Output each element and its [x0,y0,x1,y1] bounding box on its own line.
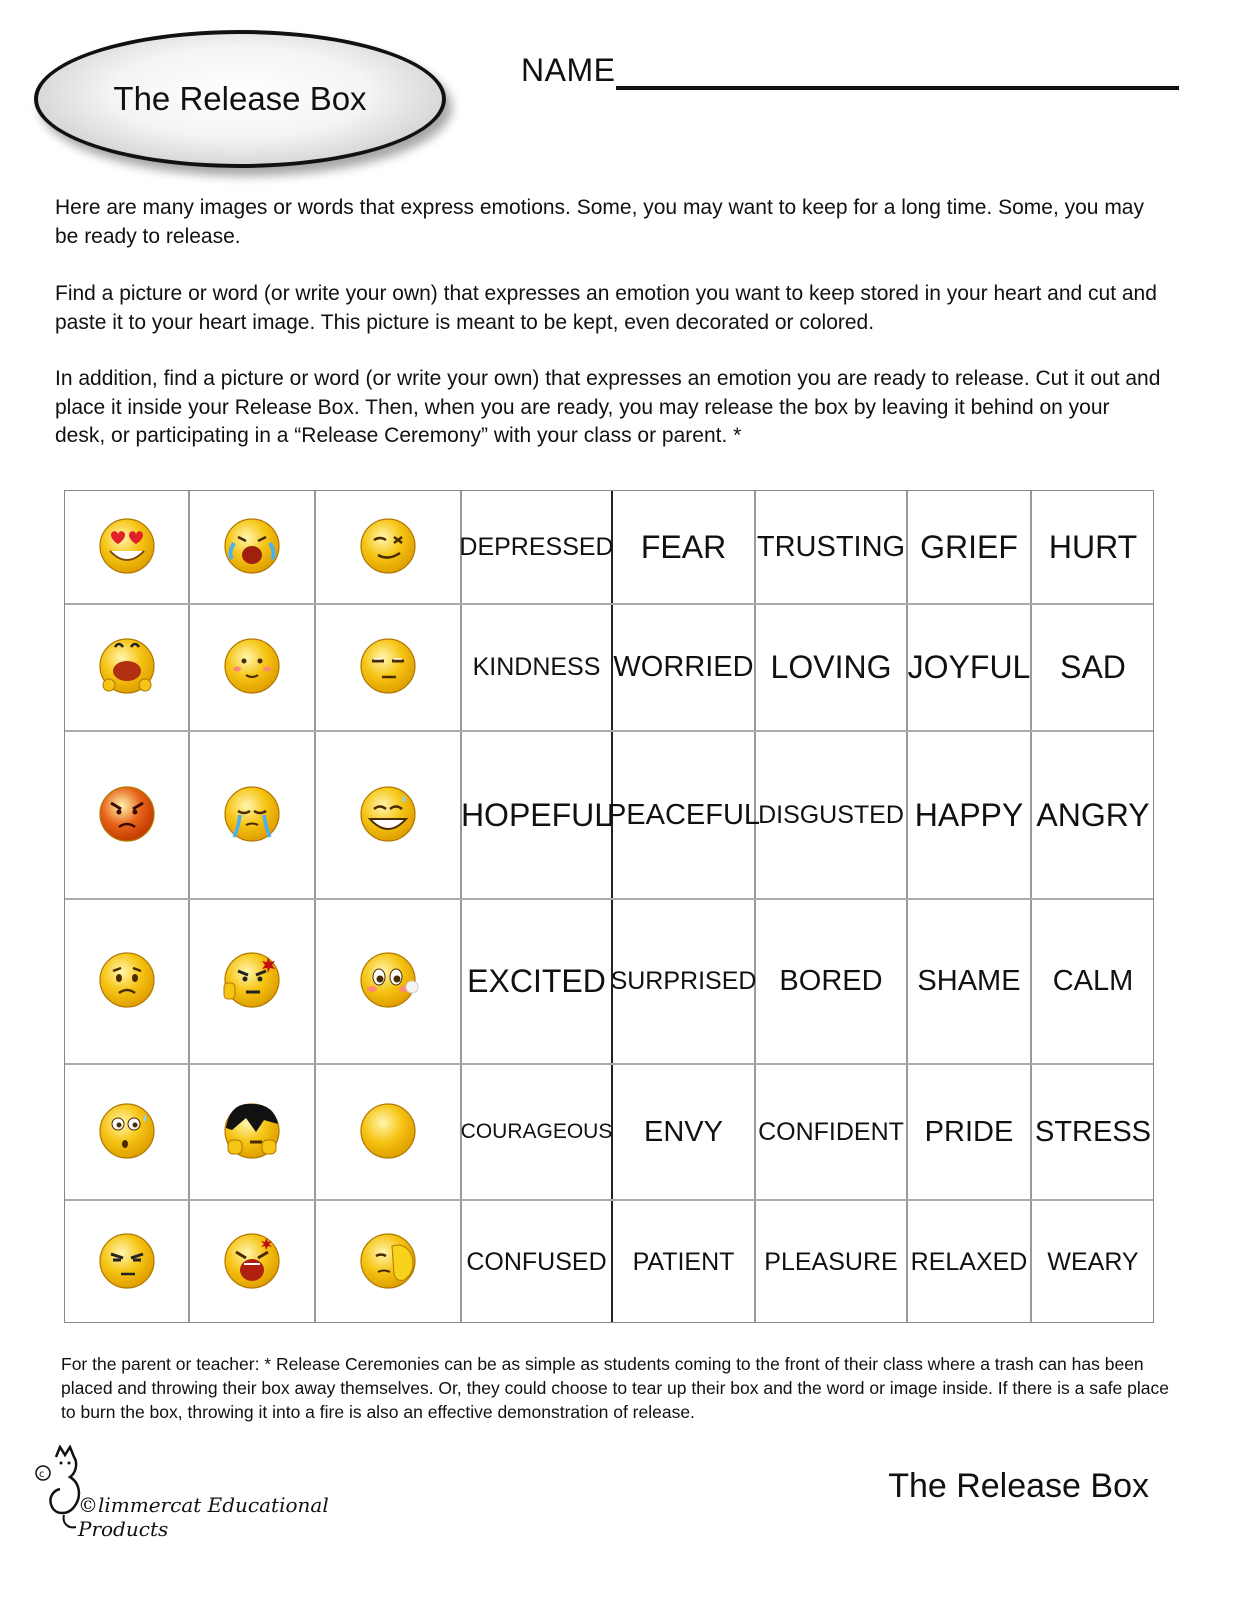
crying-loudly-face-icon [220,513,284,582]
emotion-word: CONFUSED [466,1247,607,1276]
emotion-word-cell[interactable] [907,1200,1031,1324]
emoji-cell[interactable] [65,604,189,731]
emotion-word: WORRIED [613,651,754,683]
emotion-word-cell[interactable] [755,1064,907,1200]
emoji-cell[interactable] [189,491,315,604]
emoji-cell[interactable] [315,491,461,604]
sobbing-face-icon [220,781,284,850]
unamused-face-icon [356,633,420,702]
emoji-cell[interactable] [65,491,189,604]
emotion-word: EXCITED [467,963,606,999]
plain-circle-face-icon [356,1098,420,1167]
screaming-face-icon [220,1228,284,1297]
emotion-word: RELAXED [910,1247,1028,1276]
emotion-word-cell[interactable] [461,1200,612,1324]
emotion-word-cell[interactable] [461,899,612,1064]
parent-teacher-note: For the parent or teacher: * Release Ceremonies can be as simple as students coming to the front of their class where a trash can has been placed and throwing their box away themselves. Or, they could choose to tear up their box and the word or image inside. If there is a safe place to burn the box, throwing it into a fire is also an effective demonstration of release. [61,1354,1169,1422]
emotion-word: SHAME [917,965,1021,997]
emotion-word-cell[interactable] [612,899,755,1064]
emoji-cell[interactable] [315,1064,461,1200]
emotion-word: LOVING [770,649,892,685]
svg-text:c: c [39,1469,45,1480]
emotion-word-cell[interactable] [755,1200,907,1324]
heart-eyes-face-icon [95,513,159,582]
emotion-word-cell[interactable] [755,604,907,731]
emotion-word: HURT [1048,529,1138,565]
sad-worried-face-icon [95,947,159,1016]
emotion-word-cell[interactable] [461,1064,612,1200]
emoji-cell[interactable] [65,1200,189,1324]
emoji-cell[interactable] [189,604,315,731]
emotion-word: BORED [779,965,883,997]
emoji-cell[interactable] [315,1200,461,1324]
blushing-face-icon [220,633,284,702]
winking-face-icon [356,513,420,582]
emoji-cell[interactable] [65,899,189,1064]
emotion-word: SAD [1060,649,1126,685]
hair-covering-face-icon [220,1098,284,1167]
sighing-face-icon [356,947,420,1016]
footer-page-title: The Release Box [888,1467,1149,1505]
emotion-grid [64,490,1154,1323]
emotion-word-cell[interactable] [461,604,612,731]
emotion-word-cell[interactable] [612,1200,755,1324]
emotion-word-cell[interactable] [1031,604,1155,731]
emotion-word-cell[interactable] [907,899,1031,1064]
emoji-cell[interactable] [315,604,461,731]
grinning-sweat-face-icon [356,781,420,850]
facepalm-face-icon [356,1228,420,1297]
emoji-cell[interactable] [315,899,461,1064]
emotion-word-cell[interactable] [907,1064,1031,1200]
emoji-cell[interactable] [315,731,461,899]
name-label: NAME [521,52,616,88]
shouting-fists-face-icon [95,633,159,702]
instruction-paragraph-3: In addition, find a picture or word (or write your own) that expresses an emotion you are ready to release. Cut it out and place it inside your Release Box. Then, when you are ready, you may release the box by leaving it behind on your desk, or participating in a “Release Ceremony” with your class or parent. * [55,367,1161,447]
emotion-word-cell[interactable] [907,604,1031,731]
emotion-word: STRESS [1034,1115,1152,1148]
emotion-word-cell[interactable] [755,731,907,899]
emotion-word-cell[interactable] [1031,1064,1155,1200]
emotion-word-cell[interactable] [755,899,907,1064]
emotion-word-cell[interactable] [907,491,1031,604]
emotion-word-cell[interactable] [907,731,1031,899]
brand-name: ©limmercat Educational Products [78,1493,329,1541]
emotion-word: PATIENT [632,1247,735,1276]
emotion-word-cell[interactable] [1031,731,1155,899]
emotion-word: FEAR [640,529,727,565]
thumbs-up-annoyed-face-icon [220,947,284,1016]
emotion-word: PEACEFUL [606,798,761,831]
emotion-word: KINDNESS [472,653,601,681]
emotion-word-cell[interactable] [1031,1200,1155,1324]
emotion-word: SURPRISED [610,967,757,995]
emotion-word-cell[interactable] [1031,491,1155,604]
emotion-word-cell[interactable] [612,491,755,604]
emotion-word: PLEASURE [764,1247,898,1276]
emotion-word: JOYFUL [907,649,1031,685]
emotion-word: GRIEF [920,529,1018,565]
emotion-word: PRIDE [924,1115,1014,1148]
instruction-paragraph-1: Here are many images or words that express emotions. Some, you may want to keep for a long time. Some, you may be ready to release. [55,196,1144,248]
emotion-word: COURAGEOUS [460,1120,613,1143]
emotion-word: ENVY [644,1115,723,1148]
emotion-word-cell[interactable] [461,731,612,899]
emotion-word-cell[interactable] [612,604,755,731]
emotion-word: HAPPY [914,796,1024,833]
emoji-cell[interactable] [189,899,315,1064]
emoji-cell[interactable] [189,731,315,899]
emotion-word-cell[interactable] [461,491,612,604]
annoyed-face-icon [95,1228,159,1297]
emotion-word: ANGRY [1036,796,1150,833]
emoji-cell[interactable] [189,1200,315,1324]
brand-logo [34,1445,344,1541]
emoji-cell[interactable] [65,731,189,899]
emotion-word: CALM [1052,965,1134,997]
emotion-word-cell[interactable] [1031,899,1155,1064]
emotion-word: DEPRESSED [459,533,614,561]
title-oval [34,30,446,168]
emotion-word: TRUSTING [756,531,906,563]
emotion-word-cell[interactable] [612,1064,755,1200]
emoji-cell[interactable] [65,1064,189,1200]
confused-sweat-face-icon [95,1098,159,1167]
emoji-cell[interactable] [189,1064,315,1200]
emotion-word-cell[interactable] [606,731,761,899]
emotion-word: DISGUSTED [758,800,904,829]
emotion-word-cell[interactable] [755,491,907,604]
page-title: The Release Box [113,80,367,117]
emotion-word: CONFIDENT [758,1117,904,1146]
name-field-line[interactable] [616,86,1179,90]
emotion-word: WEARY [1047,1247,1139,1276]
emotion-word: HOPEFUL [460,796,613,833]
angry-red-face-icon [95,781,159,850]
instruction-paragraph-2: Find a picture or word (or write your own) that expresses an emotion you want to keep stored in your heart and cut and paste it to your heart image. This picture is meant to be kept, even decorated or colored. [55,282,1157,334]
